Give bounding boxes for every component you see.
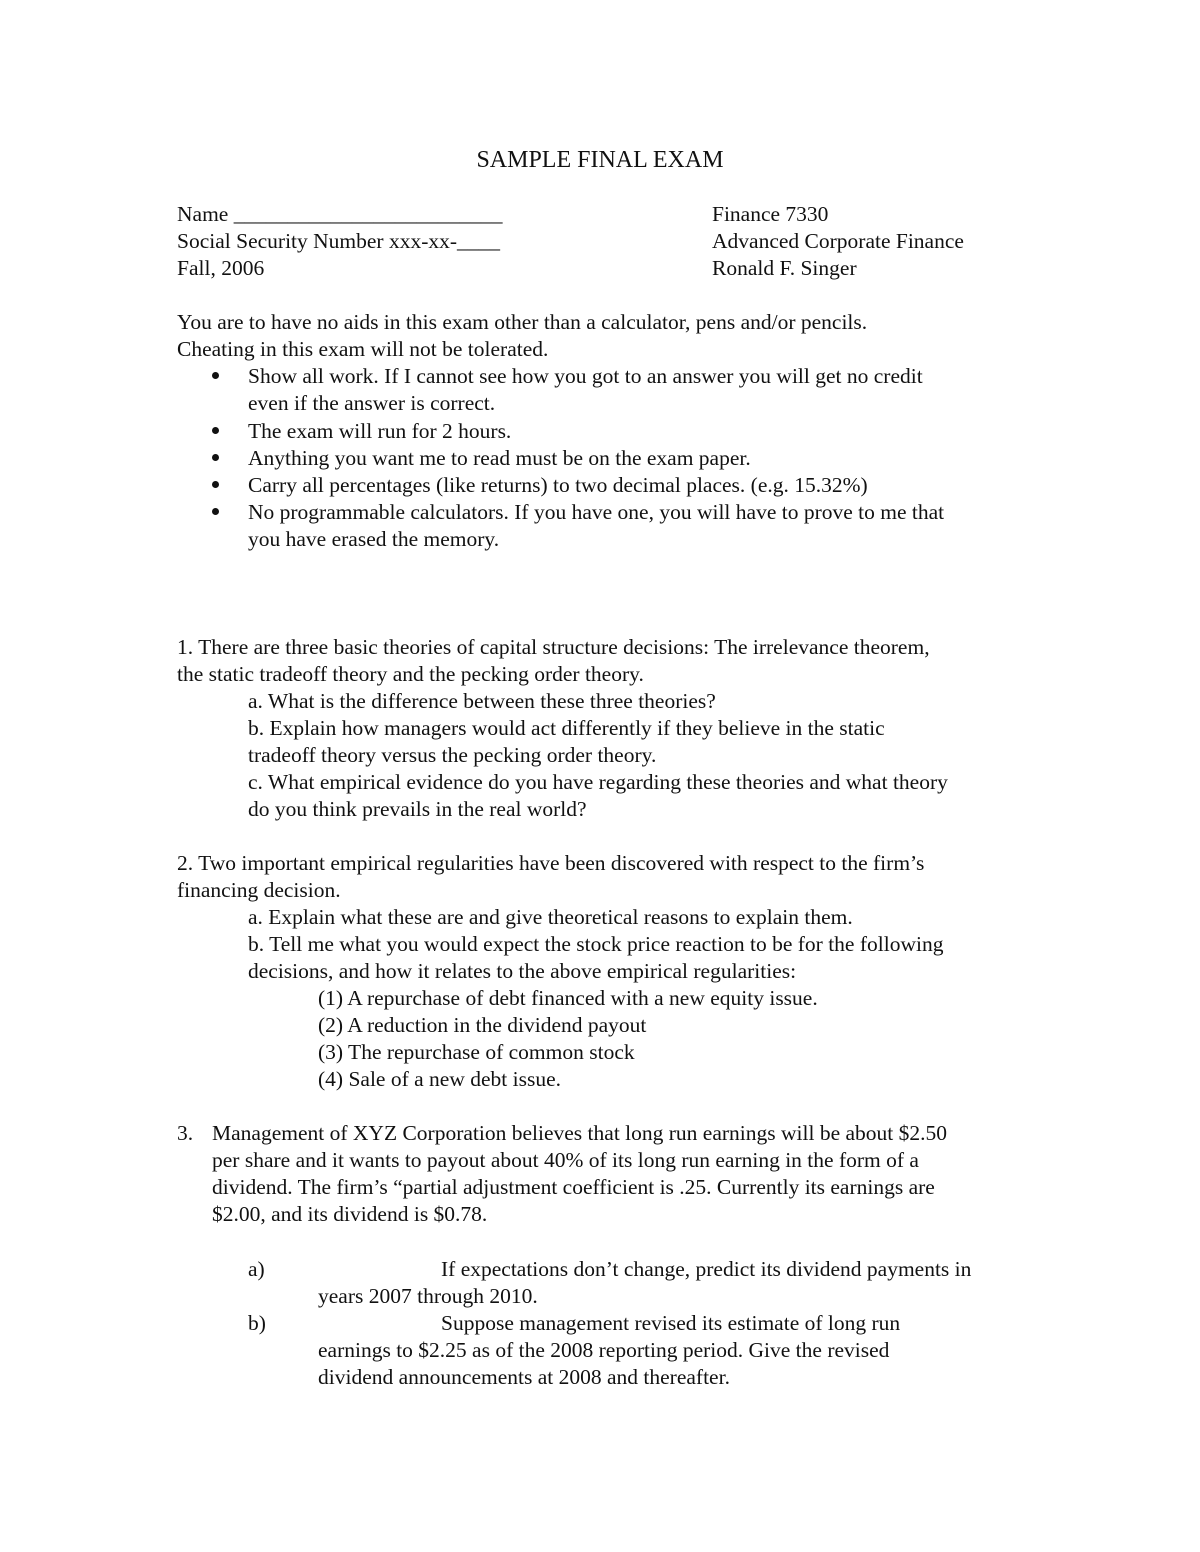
course-name: Advanced Corporate Finance [712, 229, 964, 253]
instructor-name: Ronald F. Singer [712, 256, 857, 280]
bullet-icon [212, 508, 219, 515]
question-part-a: a. What is the difference between these three theories? [248, 689, 716, 713]
sub-item: (2) A reduction in the dividend payout [318, 1013, 647, 1037]
page-title: SAMPLE FINAL EXAM [476, 147, 724, 173]
question-part-a: If expectations don’t change, predict its dividend payments in [441, 1257, 972, 1281]
instructions-line: You are to have no aids in this exam other than a calculator, pens and/or pencils. [177, 310, 868, 334]
sub-item: (4) Sale of a new debt issue. [318, 1067, 561, 1091]
question-part-b: earnings to $2.25 as of the 2008 reporting period. Give the revised [318, 1338, 890, 1362]
bullet-icon [212, 372, 219, 379]
sub-item: (3) The repurchase of common stock [318, 1040, 635, 1064]
part-b-label: b) [248, 1311, 266, 1335]
bullet-icon [212, 481, 219, 488]
bullet-text: Show all work. If I cannot see how you got to an answer you will get no credit [248, 364, 923, 388]
question-part-b: dividend announcements at 2008 and thereafter. [318, 1365, 730, 1389]
bullet-icon [212, 454, 219, 461]
question-text: 2. Two important empirical regularities have been discovered with respect to the firm’s [177, 851, 925, 875]
course-number: Finance 7330 [712, 202, 829, 226]
question-text: per share and it wants to payout about 40% of its long run earning in the form of a [212, 1148, 919, 1172]
bullet-icon [212, 427, 219, 434]
bullet-text: even if the answer is correct. [248, 391, 496, 415]
question-part-b: decisions, and how it relates to the above empirical regularities: [248, 959, 797, 983]
question-part-a: a. Explain what these are and give theoretical reasons to explain them. [248, 905, 853, 929]
bullet-text: No programmable calculators. If you have one, you will have to prove to me that [248, 500, 945, 524]
question-part-c: do you think prevails in the real world? [248, 797, 587, 821]
part-a-label: a) [248, 1257, 265, 1281]
instructions-line: Cheating in this exam will not be tolerated. [177, 337, 549, 361]
term-text: Fall, 2006 [177, 256, 265, 280]
question-part-b: b. Explain how managers would act differently if they believe in the static [248, 716, 885, 740]
question-text: financing decision. [177, 878, 341, 902]
question-part-c: c. What empirical evidence do you have regarding these theories and what theory [248, 770, 948, 794]
question-part-b: Suppose management revised its estimate of long run [441, 1311, 901, 1335]
bullet-text: Carry all percentages (like returns) to two decimal places. (e.g. 15.32%) [248, 473, 868, 497]
name-field-label: Name _________________________ [177, 202, 503, 226]
question-text: dividend. The firm’s “partial adjustment coefficient is .25. Currently its earnings are [212, 1175, 935, 1199]
question-text: Management of XYZ Corporation believes that long run earnings will be about $2.50 [212, 1121, 948, 1145]
ssn-field-label: Social Security Number xxx-xx-____ [177, 229, 501, 253]
question-text: $2.00, and its dividend is $0.78. [212, 1202, 488, 1226]
question-text: 1. There are three basic theories of capital structure decisions: The irrelevance theorem, [177, 635, 930, 659]
bullet-text: Anything you want me to read must be on the exam paper. [248, 446, 751, 470]
bullet-text: The exam will run for 2 hours. [248, 419, 512, 443]
bullet-text: you have erased the memory. [248, 527, 500, 551]
question-part-b: b. Tell me what you would expect the stock price reaction to be for the following [248, 932, 944, 956]
question-number: 3. [177, 1121, 194, 1145]
question-part-b: tradeoff theory versus the pecking order theory. [248, 743, 657, 767]
sub-item: (1) A repurchase of debt financed with a new equity issue. [318, 986, 818, 1010]
question-text: the static tradeoff theory and the pecking order theory. [177, 662, 644, 686]
question-part-a: years 2007 through 2010. [318, 1284, 538, 1308]
